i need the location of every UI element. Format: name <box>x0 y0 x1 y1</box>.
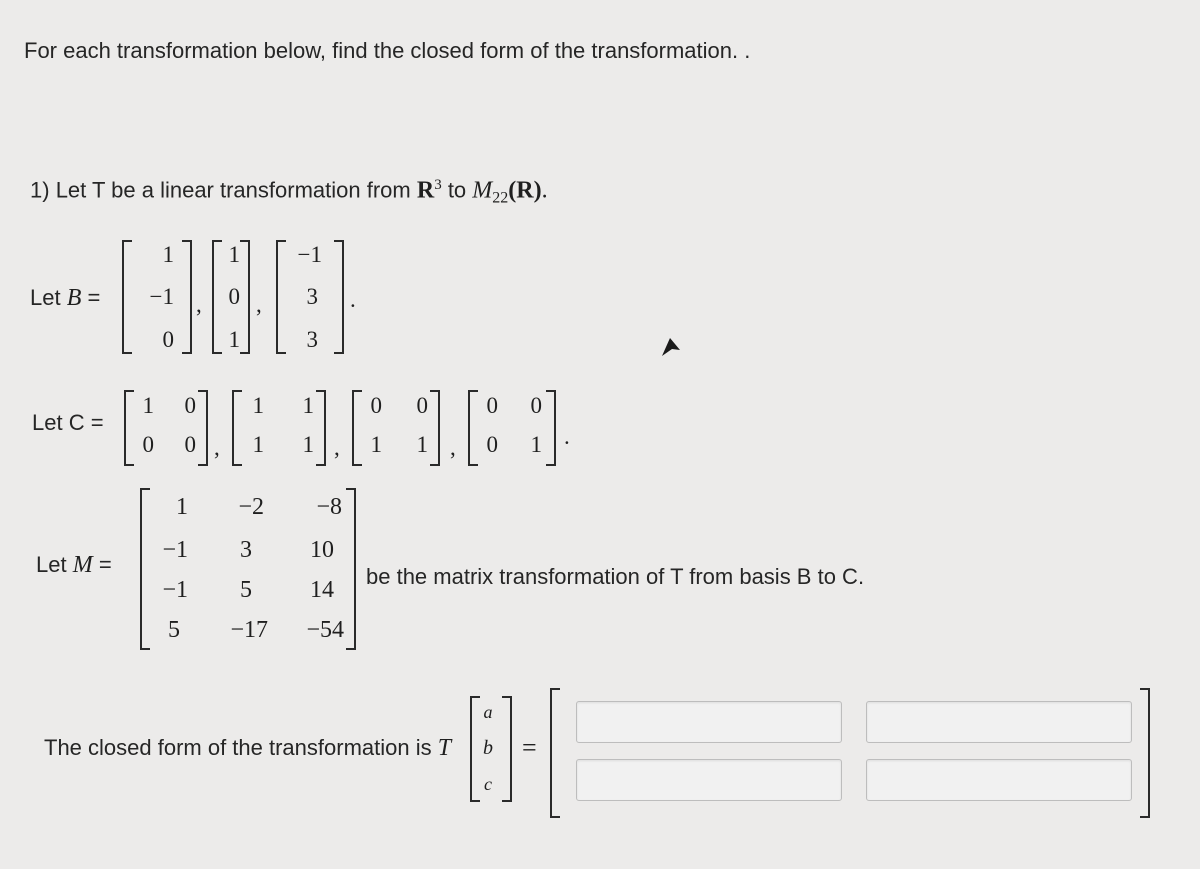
codomain-field: (R) <box>508 177 542 204</box>
matrix-entry: 5 <box>240 577 252 603</box>
answer-box-1-2[interactable] <box>866 701 1132 743</box>
matrix-entry: 0 <box>530 393 542 418</box>
codomain-M: M <box>472 177 493 204</box>
matrix-entry: 0 <box>416 393 428 418</box>
matrix-entry: −54 <box>306 617 344 643</box>
matrix-entry: 5 <box>168 617 180 643</box>
matrix-entry: 1 <box>530 432 542 457</box>
separator: , <box>214 435 220 460</box>
bracket-right <box>502 696 512 802</box>
bracket-left <box>468 390 478 466</box>
bracket-left <box>232 390 242 466</box>
bracket-right <box>182 240 192 354</box>
to-word: to <box>447 177 467 203</box>
bracket-right <box>198 390 208 466</box>
answer-box-2-1[interactable] <box>576 759 842 801</box>
matrix-entry: 1 <box>252 393 264 418</box>
bracket-left <box>122 240 132 354</box>
matrix-entry: −1 <box>162 537 188 563</box>
matrix-entry: 1 <box>302 432 314 457</box>
matrix-entry: 3 <box>240 537 252 563</box>
equals-sign: = <box>522 733 537 762</box>
closed-form-text: The closed form of the transformation is T <box>44 735 452 761</box>
separator: , <box>256 292 262 317</box>
problem-period: . <box>541 177 548 204</box>
matrix-entry: 1 <box>370 432 382 457</box>
vector-entry-c: c <box>484 774 492 794</box>
matrix-entry: 1 <box>252 432 264 457</box>
codomain-subscript: 22 <box>492 189 509 207</box>
cursor-icon <box>660 336 682 360</box>
matrix-M-description: be the matrix transformation of T from basis B to C. <box>366 564 865 589</box>
T-symbol: T <box>437 735 452 761</box>
bracket-right <box>316 390 326 466</box>
domain-space: R <box>416 177 435 204</box>
vector-entry-a: a <box>483 702 493 722</box>
matrix-M-label: Let M = <box>36 552 112 578</box>
matrix-entry: −17 <box>230 617 268 643</box>
matrix-entry: 0 <box>162 327 174 352</box>
separator: , <box>196 292 202 317</box>
matrix-entry: 0 <box>370 393 382 418</box>
matrix-entry: 1 <box>416 432 428 457</box>
matrix-entry: −2 <box>238 494 264 520</box>
matrix-entry: 1 <box>162 242 174 267</box>
bracket-left <box>212 240 222 354</box>
basis-B-label: Let B = <box>30 285 101 311</box>
bracket-right <box>346 488 356 650</box>
matrix-entry: 0 <box>228 284 240 309</box>
answer-box-1-1[interactable] <box>576 701 842 743</box>
matrix-entry: 1 <box>142 393 154 418</box>
bracket-right <box>334 240 344 354</box>
period: . <box>564 424 570 449</box>
matrix-entry: 0 <box>184 393 196 418</box>
matrix-entry: 1 <box>228 242 240 267</box>
bracket-right <box>240 240 250 354</box>
matrix-entry: 0 <box>486 393 498 418</box>
instructions: For each transformation below, find the closed form of the transformation. . <box>24 38 751 63</box>
matrix-entry: 3 <box>306 327 318 352</box>
separator: , <box>450 435 456 460</box>
period: . <box>350 287 356 312</box>
problem-text: Let T be a linear transformation from <box>55 177 411 203</box>
matrix-entry: 14 <box>310 577 334 603</box>
matrix-entry: 1 <box>176 494 188 520</box>
matrix-entry: 1 <box>302 393 314 418</box>
matrix-entry: 0 <box>142 432 154 457</box>
bracket-left <box>124 390 134 466</box>
problem-statement <box>30 177 548 208</box>
bracket-left <box>352 390 362 466</box>
matrix-entry: 0 <box>486 432 498 457</box>
matrix-entry: −1 <box>162 577 188 603</box>
bracket-left <box>276 240 286 354</box>
matrix-entry: 1 <box>228 327 240 352</box>
matrix-entry: −1 <box>149 284 174 309</box>
answer-box-2-2[interactable] <box>866 759 1132 801</box>
bracket-right <box>430 390 440 466</box>
output-bracket-left <box>550 688 560 818</box>
separator: , <box>334 435 340 460</box>
matrix-entry: 3 <box>306 284 318 309</box>
matrix-entry: −8 <box>316 494 342 520</box>
matrix-entry: 10 <box>310 537 334 563</box>
basis-C-label: Let C = <box>32 410 104 435</box>
matrix-entry: 0 <box>184 432 196 457</box>
vector-entry-b: b <box>483 737 493 759</box>
output-bracket-right <box>1140 688 1150 818</box>
matrix-entry: −1 <box>297 242 322 267</box>
problem-number: 1) <box>30 177 50 203</box>
domain-exponent: 3 <box>434 177 442 193</box>
bracket-right <box>546 390 556 466</box>
